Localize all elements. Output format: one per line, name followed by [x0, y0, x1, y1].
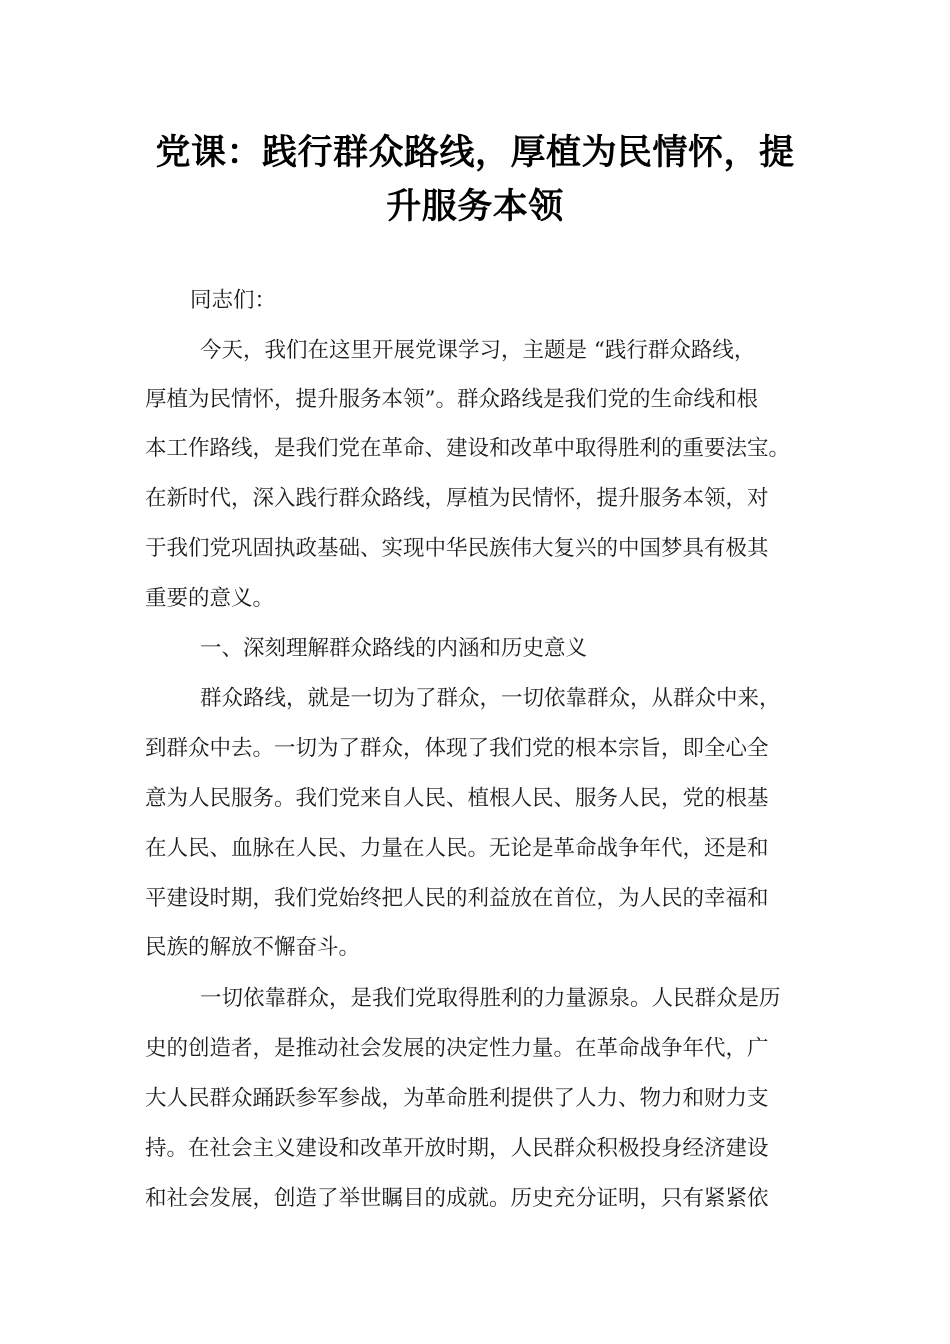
title-line-2: 升服务本领: [386, 187, 564, 227]
text-line: 于我们党巩固执政基础、实现中华民族伟大复兴的中国梦具有极其: [145, 536, 769, 561]
text-line: 和社会发展，创造了举世瞩目的成就。历史充分证明，只有紧紧依: [145, 1186, 769, 1211]
text-line: 重要的意义。: [145, 586, 275, 611]
text-line: 在新时代，深入践行群众路线，厚植为民情怀，提升服务本领，对: [145, 486, 769, 511]
text-line: 群众路线，就是一切为了群众，一切依靠群众，从群众中来，: [200, 686, 781, 711]
text-line: 在人民、血脉在人民、力量在人民。无论是革命战争年代，还是和: [145, 836, 769, 861]
text-line: 厚植为民情怀，提升服务本领”。群众路线是我们党的生命线和根: [145, 387, 758, 412]
text-line: 本工作路线，是我们党在革命、建设和改革中取得胜利的重要法宝。: [145, 436, 791, 461]
text-line: 一切依靠群众，是我们党取得胜利的力量源泉。人民群众是历: [200, 986, 781, 1011]
salutation: 同志们：: [190, 288, 277, 313]
text-line: 今天，我们在这里开展党课学习，主题是 “践行群众路线，: [200, 338, 756, 363]
text-line: 意为人民服务。我们党来自人民、植根人民、服务人民，党的根基: [145, 786, 769, 811]
text-line: 大人民群众踊跃参军参战，为革命胜利提供了人力、物力和财力支: [145, 1086, 769, 1111]
section-heading: 一、深刻理解群众路线的内涵和历史意义: [200, 636, 588, 661]
text-line: 民族的解放不懈奋斗。: [145, 935, 361, 960]
title-line-1: 党课：践行群众路线，厚植为民情怀，提: [155, 133, 795, 173]
document-title: [120, 126, 830, 234]
text-line: 史的创造者，是推动社会发展的决定性力量。在革命战争年代，广: [145, 1036, 769, 1061]
text-line: 平建设时期，我们党始终把人民的利益放在首位，为人民的幸福和: [145, 886, 769, 911]
text-line: 到群众中去。一切为了群众，体现了我们党的根本宗旨，即全心全: [145, 736, 769, 761]
text-line: 持。在社会主义建设和改革开放时期，人民群众积极投身经济建设: [145, 1136, 769, 1161]
